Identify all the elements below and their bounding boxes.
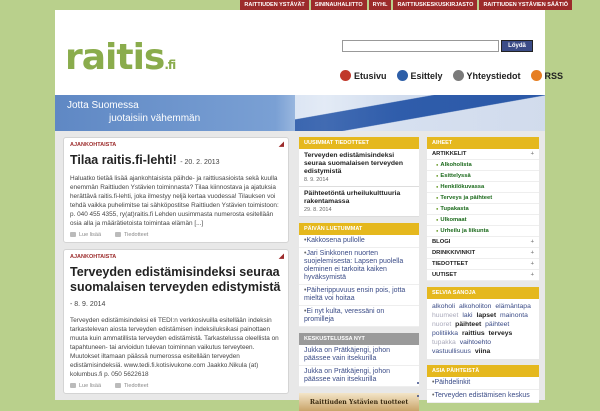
nav-home-label: Etusivu [354,70,387,81]
tag-link[interactable]: alkoholiton [458,303,492,310]
comments-heading: KESKUSTELUSSA NYT [299,333,419,345]
read-more-link[interactable]: Lue lisää [70,232,101,238]
topics-heading: AIHEET [427,137,539,149]
article-title-text[interactable]: Terveyden edistämisindeksi seuraa suomalaisen terveyden edistymistä [70,265,281,294]
search-input[interactable] [342,40,499,52]
tag-link[interactable]: raittius [461,330,485,337]
plus-icon[interactable]: + [530,239,534,245]
menu-subitem-label: ● Esittelyssä [440,173,471,179]
most-read-item[interactable]: • Kakkosena pullolle [299,235,419,248]
press-item[interactable] [299,149,419,187]
menu-subitem[interactable] [427,226,539,237]
most-read-item[interactable]: • Ei nyt kulta, veressäni on promilleja [299,306,419,327]
article-body: Haluatko tietää lisää ajankohtaisista päihde- ja raittiusasioista sekä kuulla enemmän Raittiuden Ystävien toiminnasta? Tilaa kiinnostava ja ajatuksia herättävä raitis.fi-lehti, joka ilmestyy neljä kertaa vuodessa! Tilauksen voi tehdä vaikka puhelimitse tai sähköpostitse Raittiuden Ystävien toimistoon: p. 040 455 4355, ry(at)raitis.fi Lehden uusimmasta numerosta esitellään osia alla ja määrätietoista toimintaa elämän [...] [70,175,279,227]
banner-text-line1: Jotta Suomessa [67,100,139,111]
menu-item-blogi[interactable] [427,237,539,248]
header-banner [55,95,545,131]
banner-text-line2: juotaisiin vähemmän [109,113,201,124]
article-body: Terveyden edistämisindeksi eli TEDI:n verkkosivuilla esitellään indeksin tarkastelevan aiosta terveyden edistämisen indeksiluksikasi painottaen muuta kuin ammatillista terveyden edistämistä. Tarkastelussa oleellista on tapahtuneen- tai arvioidun tulevan toiminnan vaikutus terveyteen. Muutokset iltamaan päässä numerossa esitellään terveyden edistämisindeksiä. www.tedi.fi.kotisivukone.com Jaakko.Nikula (at) kolumbus.fi p. 050 5622618 [70,317,279,378]
menu-subitem[interactable] [427,171,539,182]
article-date: - 8. 9. 2014 [70,301,106,308]
menu-subitem-label: ● Urheilu ja liikunta [440,228,489,234]
quick-navigation [340,70,563,81]
press-item-date: 8. 9. 2014 [304,177,329,183]
nav-contact-label: Yhteystiedot [466,70,521,81]
read-more-link[interactable]: Lue lisää [70,383,101,389]
comment-item[interactable]: Jukka on Prätkäjengi, johon päässee vain itsekurilla [299,345,419,366]
tag-link[interactable]: elämäntapa [495,303,531,310]
nav-home[interactable] [340,70,387,81]
topnav-link-raittiuskeskuskirjasto[interactable]: RAITTIUSKESKUSKIRJASTO [393,0,477,10]
article-card [63,249,289,394]
tag-link[interactable]: laki [462,312,473,319]
search-button[interactable]: Löydä [501,40,533,52]
menu-item-artikkelit[interactable] [427,149,539,160]
nav-about-label: Esittely [410,70,443,81]
tag-link[interactable]: vaihtoehto [459,339,492,346]
tag-link[interactable]: tupakka [432,339,456,346]
hot-topics-heading: ASIA PÄIHTEISTÄ [427,365,539,377]
topnav-link-saatio[interactable]: RAITTIUDEN YSTÄVIEN SÄÄTIÖ [479,0,572,10]
article-footer [70,232,282,238]
tag-link[interactable]: päihteet [485,321,510,328]
menu-subitem-label: ● Terveys ja päihteet [440,195,493,201]
article-tag[interactable]: AJANKOHTAISTA [70,142,117,148]
hot-topic-item[interactable]: • • Terveyden edistämisen keskus [427,390,539,403]
tag-link[interactable]: lapset [476,312,497,319]
comments-box [299,333,419,387]
article-tag[interactable]: AJANKOHTAISTA [70,254,117,260]
nav-rss[interactable] [531,70,564,81]
home-icon [340,70,351,81]
press-item-title[interactable]: Päihteetöntä urheilukulttuuria rakentamassa [304,190,401,205]
tag-link[interactable]: mainonta [499,312,528,319]
nav-contact[interactable] [453,70,521,81]
content-area [55,131,545,406]
article-footer [70,383,282,389]
menu-subitem-label: ● Tupakasta [440,206,469,212]
middle-column [299,137,419,411]
tag-link[interactable]: alkoholi [432,303,456,310]
rss-icon [531,70,542,81]
plus-icon[interactable]: + [530,250,534,256]
tag-cloud [427,299,539,359]
corner-icon: ◢ [278,253,284,260]
tag-link[interactable]: vastuullisuus [432,348,471,355]
press-item-title[interactable]: Terveyden edistämisindeksi seuraa suomalaisen terveyden edistymistä [304,152,403,175]
info-icon [397,70,408,81]
tag-link[interactable]: viina [474,348,491,355]
menu-subitem[interactable] [427,204,539,215]
plus-icon[interactable]: + [530,272,534,278]
most-read-box [299,223,419,327]
most-read-item[interactable]: • Päiherippuvuus ensin pois, jotta mieltä voi hoitaa [299,285,419,306]
menu-subitem[interactable] [427,160,539,171]
plus-icon[interactable]: + [530,151,534,157]
menu-item-label: DRINKKIVINKIT [432,250,476,256]
nav-rss-label: RSS [544,70,564,81]
right-column [427,137,539,409]
menu-subitem-label: ● Henkilökuvassa [440,184,485,190]
menu-item-uutiset[interactable] [427,270,539,281]
tag-link[interactable]: huumeet [432,312,459,319]
tag-link[interactable]: päihteet [455,321,482,328]
category-link[interactable]: Tiedotteet [115,232,148,238]
menu-item-label: UUTISET [432,272,457,278]
site-logo[interactable] [65,37,176,83]
flag-graphic [295,95,545,131]
plus-icon[interactable]: + [530,261,534,267]
tag-link[interactable]: terveys [488,330,513,337]
menu-item-label: BLOGI [432,239,451,245]
article-title[interactable] [70,265,282,312]
category-link[interactable]: Tiedotteet [115,383,148,389]
menu-subitem-label: ● Alkoholista [440,162,472,168]
menu-item-tiedotteet[interactable] [427,259,539,270]
press-item[interactable] [299,187,419,217]
topnav-link-ryhl[interactable]: RYHL [369,0,392,10]
topics-menu [427,149,539,281]
menu-subitem[interactable] [427,193,539,204]
topnav-link-sininauhaliitto[interactable]: SININAUHALIITTO [311,0,367,10]
topnav-link-raittiuden-ystavat[interactable]: RAITTIUDEN YSTÄVÄT [240,0,308,10]
hot-topic-item[interactable]: • • Päihdelinkit [427,377,539,390]
menu-subitem[interactable] [427,215,539,226]
logo-tld: .fi [164,58,176,72]
corner-icon: ◢ [278,141,284,148]
article-card [63,137,289,243]
nav-about[interactable] [397,70,443,81]
hot-topics-box [427,365,539,403]
press-releases-box [299,137,419,217]
main-column [63,137,289,400]
menu-subitem-label: ● Ulkomaat [440,217,467,223]
menu-item-drinkkivinkit[interactable] [427,248,539,259]
tag-link[interactable]: nuoret [432,321,452,328]
page-container [55,10,564,406]
most-read-item[interactable]: • Jari Sinkkonen nuorten suojelemisesta: Lapsen puolella oleminen ei tarkoita kaiken hyväksymistä [299,248,419,285]
article-date: - 20. 2. 2013 [180,159,220,166]
press-item-date: 29. 8. 2014 [304,207,332,213]
tag-cloud-heading: SELVIA SANOJA [427,287,539,299]
article-title-text[interactable]: Tilaa raitis.fi-lehti! [70,153,177,167]
menu-item-label: TIEDOTTEET [432,261,469,267]
tag-cloud-box [427,287,539,359]
top-navigation [240,0,572,10]
products-promo-banner[interactable]: Raittiuden Ystävien tuotteet [299,393,419,411]
tag-link[interactable]: politiikka [432,330,459,337]
press-releases-heading: UUSIMMAT TIEDOTTEET [299,137,419,149]
logo-name: raitis [65,37,165,78]
contact-icon [453,70,464,81]
most-read-heading: PÄIVÄN LUETUIMMAT [299,223,419,235]
article-title[interactable] [70,153,282,170]
topics-box [427,137,539,281]
comment-item[interactable]: Jukka on Prätkäjengi, johon päässee vain itsekurilla [299,366,419,387]
menu-item-label: ARTIKKELIT [432,151,467,157]
menu-subitem[interactable] [427,182,539,193]
